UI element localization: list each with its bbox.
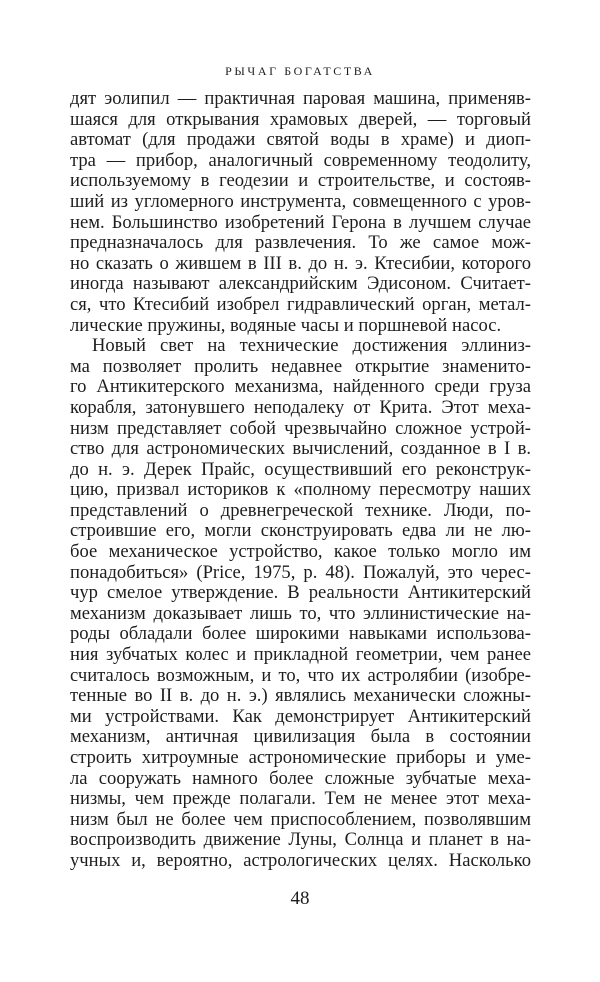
text-line: тра — прибор, аналогичный современному теодолиту, xyxy=(70,149,531,171)
text-line: шаяся для открывания храмовых дверей, — торговый xyxy=(70,108,531,130)
text-line: строить хитроумные астрономические приборы и уме- xyxy=(70,747,531,768)
text-line: строившие его, могли сконструировать едва ли не лю- xyxy=(70,520,531,542)
text-line: ния зубчатых колес и прикладной геометрии, чем ранее xyxy=(70,644,531,666)
text-line: низм был не более чем приспособлением, позволявшим xyxy=(70,808,531,830)
text-line: цию, призвал историков к «полному пересмотру наших xyxy=(70,479,531,501)
text-line: бое механическое устройство, какое только могло им xyxy=(70,541,531,563)
text-line: низмы, чем прежде полагали. Тем не менее этот меха- xyxy=(70,788,531,810)
page-number: 48 xyxy=(290,888,310,909)
text-line: механизм, античная цивилизация была в состоянии xyxy=(70,726,531,748)
text-line: корабля, затонувшего неподалеку от Крита. Этот меха- xyxy=(70,396,531,418)
body-text xyxy=(70,89,531,872)
text-line: автомат (для продажи святой воды в храме) и диоп- xyxy=(70,129,531,151)
text-line: но сказать о жившем в III в. до н. э. Ктесибии, которого xyxy=(70,252,531,274)
text-line: низм представляет собой чрезвычайно сложное устрой- xyxy=(70,417,531,439)
paragraph xyxy=(70,336,531,871)
text-line: ла сооружать намного более сложные зубчатые меха- xyxy=(70,767,531,789)
text-line: ся, что Ктесибий изобрел гидравлический орган, метал- xyxy=(70,293,531,315)
running-header: РЫЧАГ БОГАТСТВА xyxy=(225,64,375,78)
text-line: до н. э. Дерек Прайс, осуществивший его реконструк- xyxy=(70,458,531,480)
text-line: роды обладали более широкими навыками использова- xyxy=(70,623,531,645)
text-line: лические пружины, водяные часы и поршневой насос. xyxy=(70,314,502,336)
text-line: дят эолипил — практичная паровая машина, применяв- xyxy=(70,88,531,109)
text-line: чур смелое утверждение. В реальности Антикитерский xyxy=(70,582,531,604)
text-line: воспроизводить движение Луны, Солнца и планет в на- xyxy=(70,829,531,851)
text-line: нем. Большинство изобретений Герона в лучшем случае xyxy=(70,211,531,233)
text-line: ство для астрономических вычислений, созданное в I в. xyxy=(70,438,531,460)
text-line: тенные во II в. до н. э.) являлись механически сложны- xyxy=(70,685,531,707)
text-line: считалось возможным, и то, что их астролябии (изобре- xyxy=(70,664,531,686)
text-line: ший из угломерного инструмента, совмещенного с уров- xyxy=(70,190,531,212)
paragraph xyxy=(70,89,531,336)
text-line: Новый свет на технические достижения эллиниз- xyxy=(92,335,531,357)
text-line: иногда называют александрийским Эдисоном. Считает- xyxy=(70,273,531,295)
text-line: учных и, вероятно, астрологических целях. Насколько xyxy=(70,849,531,871)
text-line: го Антикитерского механизма, найденного среди груза xyxy=(70,376,531,398)
text-line: механизм доказывает лишь то, что эллинистические на- xyxy=(70,602,531,624)
text-line: используемому в геодезии и строительстве, и состояв- xyxy=(70,170,531,192)
text-line: понадобиться» (Price, 1975, p. 48). Пожалуй, это черес- xyxy=(70,561,531,583)
text-line: представлений о древнегреческой технике. Люди, по- xyxy=(70,499,531,521)
text-line: предназначалось для развлечения. То же самое мож- xyxy=(70,232,531,254)
text-line: ми устройствами. Как демонстрирует Антикитерский xyxy=(70,705,531,727)
text-line: ма позволяет пролить недавнее открытие знаменито- xyxy=(70,355,531,377)
